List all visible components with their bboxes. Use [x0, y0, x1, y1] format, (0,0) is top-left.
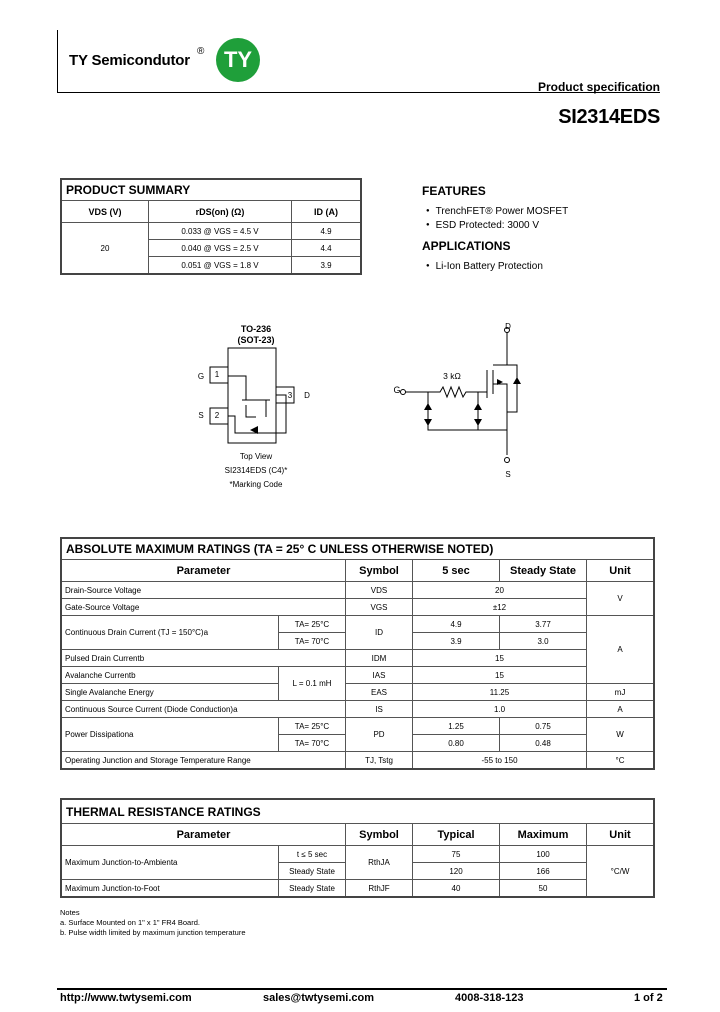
note-a: a. Surface Mounted on 1" x 1" FR4 Board. — [60, 918, 200, 927]
tj-value: -55 to 150 — [413, 752, 587, 770]
rja-cond-2: Steady State — [279, 863, 346, 880]
page-number: 1 of 2 — [634, 992, 663, 1004]
rja-symbol: RthJA — [346, 846, 413, 880]
package-name: TO-236 — [240, 324, 272, 334]
th-col-unit: Unit — [587, 824, 655, 846]
pin3-number: 3 — [287, 391, 293, 400]
mosfet-schematic — [395, 322, 535, 472]
abs-col-unit: Unit — [587, 560, 655, 582]
idm-value: 15 — [413, 650, 587, 667]
id-25-steady: 3.77 — [500, 616, 587, 633]
note-b: b. Pulse width limited by maximum junction temperature — [60, 928, 246, 937]
pd-25-steady: 0.75 — [500, 718, 587, 735]
product-summary-table — [60, 178, 362, 275]
part-number: SI2314EDS — [558, 106, 660, 128]
pin-label-g: G — [197, 372, 205, 381]
footer-url[interactable]: http://www.twtysemi.com — [60, 992, 192, 1004]
schematic-drain-label: D — [505, 322, 511, 331]
notes-title: Notes — [60, 908, 80, 917]
rds-row-3: 0.051 @ VGS = 1.8 V — [149, 257, 292, 275]
rjf-maximum: 50 — [500, 880, 587, 898]
tj-symbol: TJ, Tstg — [346, 752, 413, 770]
vds-symbol: VDS — [346, 582, 413, 599]
vds-param: Drain-Source Voltage — [61, 582, 346, 599]
id-param: Continuous Drain Current (TJ = 150°C)a — [61, 616, 279, 650]
thermal-title: THERMAL RESISTANCE RATINGS — [61, 799, 654, 824]
pd-cond-25: TA= 25°C — [279, 718, 346, 735]
thermal-unit: °C/W — [587, 846, 655, 898]
col-rds: rDS(on) (Ω) — [149, 201, 292, 223]
pin1-number: 1 — [214, 370, 220, 379]
marking-label: SI2314EDS (C4)* — [224, 466, 288, 475]
rjf-typical: 40 — [413, 880, 500, 898]
pd-25-5sec: 1.25 — [413, 718, 500, 735]
eas-symbol: EAS — [346, 684, 413, 701]
rds-row-2: 0.040 @ VGS = 2.5 V — [149, 240, 292, 257]
rjf-cond: Steady State — [279, 880, 346, 898]
rja-2-typical: 120 — [413, 863, 500, 880]
brand-name: TY Semicondutor — [69, 52, 190, 69]
col-vds: VDS (V) — [61, 201, 149, 223]
schematic-gate-label: G — [393, 385, 401, 395]
col-id: ID (A) — [292, 201, 362, 223]
registered-mark: ® — [197, 46, 205, 57]
vds-value: 20 — [413, 582, 587, 599]
pd-cond-70: TA= 70°C — [279, 735, 346, 752]
pd-70-5sec: 0.80 — [413, 735, 500, 752]
is-symbol: IS — [346, 701, 413, 718]
rja-param: Maximum Junction-to-Ambienta — [61, 846, 279, 880]
rjf-param: Maximum Junction-to-Foot — [61, 880, 279, 898]
package-alt-name: (SOT-23) — [237, 335, 275, 345]
l-condition: L = 0.1 mH — [279, 667, 346, 701]
abs-max-title: ABSOLUTE MAXIMUM RATINGS (TA = 25° C UNLESS OTHERWISE NOTED) — [61, 538, 654, 560]
absolute-maximum-ratings-table — [60, 537, 655, 770]
id-70-steady: 3.0 — [500, 633, 587, 650]
vgs-value: ±12 — [413, 599, 587, 616]
rds-row-1: 0.033 @ VGS = 4.5 V — [149, 223, 292, 240]
id-row-1: 4.9 — [292, 223, 362, 240]
features-heading: FEATURES — [422, 184, 486, 198]
summary-title: PRODUCT SUMMARY — [61, 179, 361, 201]
tj-unit: °C — [587, 752, 655, 770]
marking-note: *Marking Code — [229, 480, 283, 489]
ias-param: Avalanche Currentb — [61, 667, 279, 684]
tj-param: Operating Junction and Storage Temperature Range — [61, 752, 346, 770]
thermal-resistance-table — [60, 798, 655, 898]
id-row-3: 3.9 — [292, 257, 362, 275]
footer-rule — [57, 988, 667, 990]
feature-item: ● TrenchFET® Power MOSFET — [426, 206, 568, 217]
id-70-5sec: 3.9 — [413, 633, 500, 650]
id-row-2: 4.4 — [292, 240, 362, 257]
vgs-symbol: VGS — [346, 599, 413, 616]
applications-heading: APPLICATIONS — [422, 239, 511, 253]
abs-col-parameter: Parameter — [61, 560, 346, 582]
resistor-value: 3 kΩ — [443, 371, 461, 381]
top-view-label: Top View — [239, 452, 273, 461]
id-25-5sec: 4.9 — [413, 616, 500, 633]
abs-col-symbol: Symbol — [346, 560, 413, 582]
pd-symbol: PD — [346, 718, 413, 752]
th-col-symbol: Symbol — [346, 824, 413, 846]
is-value: 1.0 — [413, 701, 587, 718]
vds-value: 20 — [61, 223, 149, 275]
is-unit: A — [587, 701, 655, 718]
rja-1-typical: 75 — [413, 846, 500, 863]
company-logo: TY — [216, 38, 260, 82]
th-col-maximum: Maximum — [500, 824, 587, 846]
idm-param: Pulsed Drain Currentb — [61, 650, 346, 667]
pd-70-steady: 0.48 — [500, 735, 587, 752]
ias-symbol: IAS — [346, 667, 413, 684]
eas-value: 11.25 — [413, 684, 587, 701]
abs-col-5sec: 5 sec — [413, 560, 500, 582]
eas-param: Single Avalanche Energy — [61, 684, 279, 701]
pd-param: Power Dissipationa — [61, 718, 279, 752]
schematic-source-label: S — [505, 470, 511, 479]
eas-unit: mJ — [587, 684, 655, 701]
th-col-parameter: Parameter — [61, 824, 346, 846]
idm-symbol: IDM — [346, 650, 413, 667]
rja-cond-1: t ≤ 5 sec — [279, 846, 346, 863]
is-param: Continuous Source Current (Diode Conduction)a — [61, 701, 346, 718]
rjf-symbol: RthJF — [346, 880, 413, 898]
abs-col-steady: Steady State — [500, 560, 587, 582]
application-item: ● Li-Ion Battery Protection — [426, 261, 543, 272]
pin2-number: 2 — [214, 411, 220, 420]
id-cond-25: TA= 25°C — [279, 616, 346, 633]
rja-1-maximum: 100 — [500, 846, 587, 863]
rja-2-maximum: 166 — [500, 863, 587, 880]
header-vertical-rule — [57, 30, 58, 92]
product-specification-label: Product specification — [537, 80, 660, 94]
pd-unit: W — [587, 718, 655, 752]
th-col-typical: Typical — [413, 824, 500, 846]
pin-label-s: S — [198, 411, 204, 420]
footer-phone: 4008-318-123 — [455, 992, 524, 1004]
v-unit: V — [587, 582, 655, 616]
id-cond-70: TA= 70°C — [279, 633, 346, 650]
feature-item: ● ESD Protected: 3000 V — [426, 220, 539, 231]
a-unit: A — [587, 616, 655, 684]
id-symbol: ID — [346, 616, 413, 650]
footer-email[interactable]: sales@twtysemi.com — [263, 992, 374, 1004]
vgs-param: Gate-Source Voltage — [61, 599, 346, 616]
pin-label-d: D — [304, 391, 310, 400]
ias-value: 15 — [413, 667, 587, 684]
